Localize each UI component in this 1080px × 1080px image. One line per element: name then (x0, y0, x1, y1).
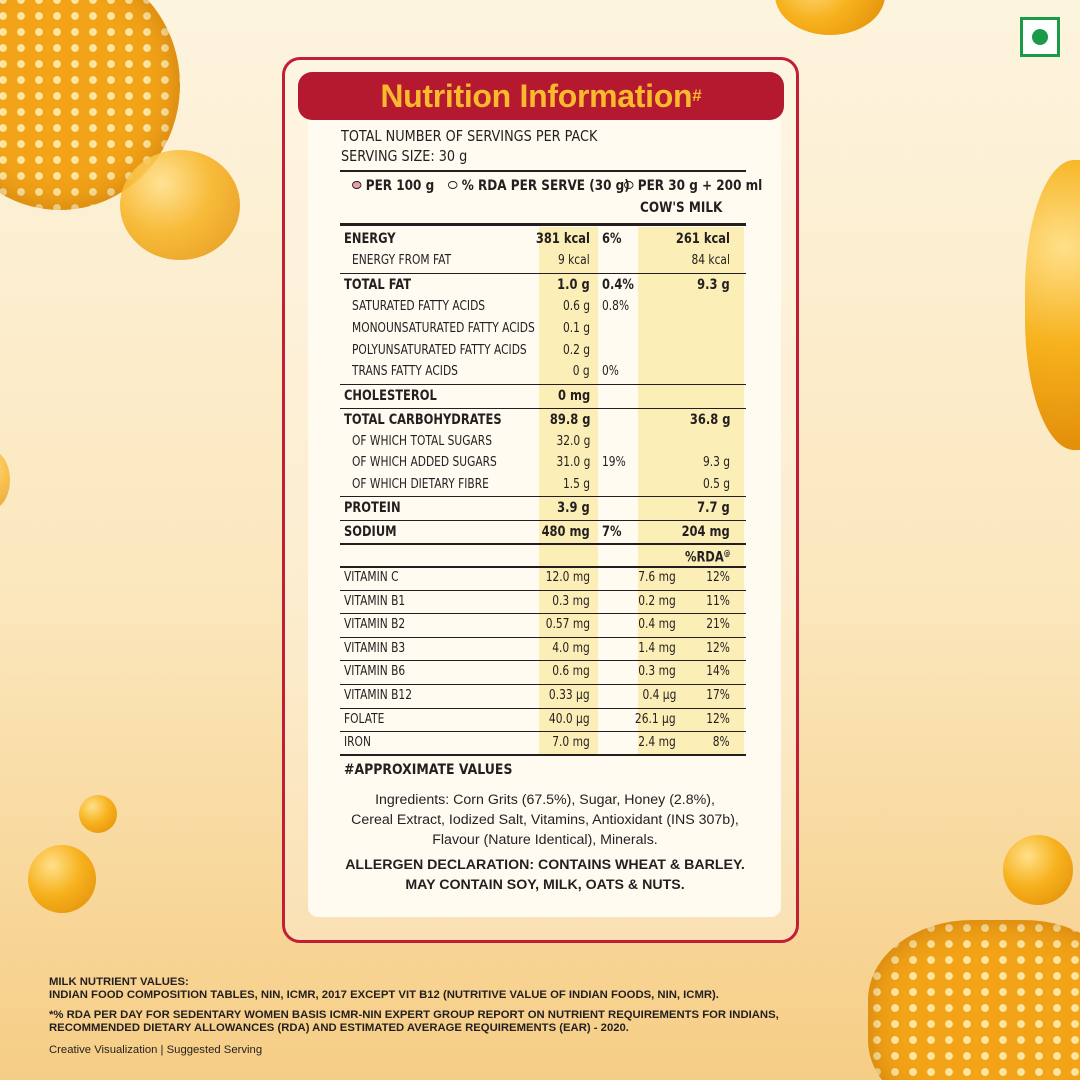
vitamin-row (340, 686, 746, 708)
per100-value: 9 kcal (558, 253, 590, 268)
per100-value: 7.0 mg (552, 735, 590, 751)
nutrient-row (340, 319, 746, 341)
honey-drop-small-image (79, 795, 117, 833)
vitamin-row (340, 733, 746, 755)
nutrient-label: POLYUNSATURATED FATTY ACIDS (352, 343, 527, 358)
milk-value: 9.3 g (697, 277, 730, 293)
per100-value: 0.1 g (562, 321, 590, 336)
row-separator (340, 660, 746, 661)
nutrient-label: SATURATED FATTY ACIDS (352, 299, 486, 314)
per100-value: 0.2 g (562, 343, 590, 358)
per100-value: 0.6 g (562, 299, 590, 314)
nutrient-row (340, 386, 746, 408)
nutrient-label: OF WHICH TOTAL SUGARS (352, 434, 492, 449)
legend-rda: % RDA PER SERVE (30 g) (448, 178, 630, 194)
nutrient-row (340, 362, 746, 384)
row-separator (340, 684, 746, 685)
row-separator (340, 590, 746, 591)
nutrient-label: MONOUNSATURATED FATTY ACIDS (352, 321, 535, 336)
nutrient-label: ENERGY (344, 231, 396, 247)
per100-value: 0 g (573, 364, 590, 379)
nutrient-label: TOTAL FAT (344, 277, 412, 293)
milk-value: 7.7 g (697, 500, 730, 516)
vitamin-label: VITAMIN B1 (344, 593, 406, 609)
per100-value: 32.0 g (556, 434, 590, 449)
per100-value: 89.8 g (549, 412, 590, 428)
circle-dot-icon (448, 181, 457, 189)
per100-value: 12.0 mg (545, 570, 590, 585)
veg-mark-icon (1020, 17, 1060, 57)
vitamin-row (340, 568, 746, 590)
rda-value: 19% (602, 455, 626, 470)
rda-header: %RDA@ (684, 549, 730, 566)
pink-dot-icon (352, 181, 361, 189)
milk-rda-value: 21% (706, 617, 730, 633)
row-separator (340, 496, 746, 497)
honey-drop-top-center-image (775, 0, 885, 35)
per100-value: 0 mg (557, 388, 590, 404)
milk-value: 0.4 µg (642, 688, 676, 703)
milk-value: 204 mg (681, 524, 730, 540)
rda-value: 6% (602, 231, 622, 247)
page-title: Nutrition Information (380, 77, 693, 114)
circle-dot-icon (624, 181, 633, 189)
rda-footnote-line1: *% RDA PER DAY FOR SEDENTARY WOMEN BASIS ICMR-NIN EXPERT GROUP REPORT ON NUTRIENT REQUIREMENTS FOR INDIANS, (49, 1009, 779, 1021)
servings-per-pack: TOTAL NUMBER OF SERVINGS PER PACK (341, 127, 598, 145)
per100-value: 0.3 mg (552, 593, 590, 609)
milk-values-title: MILK NUTRIENT VALUES: (49, 976, 189, 988)
vitamin-row (340, 639, 746, 661)
milk-values-source: INDIAN FOOD COMPOSITION TABLES, NIN, ICMR, 2017 EXCEPT VIT B12 (NUTRITIVE VALUE OF INDIAN FOODS, NIN, ICMR). (49, 989, 719, 1001)
milk-rda-value: 12% (706, 711, 730, 727)
vitamin-label: VITAMIN B3 (344, 640, 406, 656)
per100-value: 1.5 g (562, 477, 590, 492)
nutrient-row (340, 341, 746, 363)
per100-value: 480 mg (541, 524, 590, 540)
nutrient-label: CHOLESTEROL (344, 388, 437, 404)
visualization-note: Creative Visualization | Suggested Serving (49, 1044, 263, 1056)
honey-splash-right-image (1025, 160, 1080, 450)
vitamin-row (340, 615, 746, 637)
vitamin-row (340, 710, 746, 732)
milk-value: 26.1 µg (635, 711, 676, 727)
per100-value: 1.0 g (557, 277, 590, 293)
per100-value: 31.0 g (556, 455, 590, 470)
nutrient-row (340, 475, 746, 497)
rda-header-row (340, 544, 746, 566)
nutrient-row (340, 275, 746, 297)
row-separator (340, 273, 746, 274)
honey-drop-right-image (1003, 835, 1073, 905)
vitamin-label: VITAMIN B12 (344, 688, 412, 703)
milk-rda-value: 12% (706, 640, 730, 656)
row-separator (340, 731, 746, 732)
row-separator (340, 708, 746, 709)
ingredients: Ingredients: Corn Grits (67.5%), Sugar, Honey (2.8%), Cereal Extract, Iodized Salt, Vitamins, Antioxidant (INS 307b), Flavour (Nature Identical), Minerals. (351, 792, 739, 848)
per100-value: 0.57 mg (545, 617, 590, 633)
title-mark: # (692, 86, 702, 105)
vitamin-label: VITAMIN C (344, 570, 399, 585)
vitamin-row (340, 662, 746, 684)
legend-milk-line2: COW'S MILK (640, 200, 723, 216)
rda-value: 0.8% (602, 299, 630, 314)
milk-value: 0.5 g (702, 477, 730, 492)
serving-size: SERVING SIZE: 30 g (341, 147, 468, 165)
approx-note: #APPROXIMATE VALUES (344, 762, 513, 778)
per100-value: 0.6 mg (552, 664, 590, 680)
per100-value: 381 kcal (535, 231, 590, 247)
rda-value: 0% (602, 364, 619, 379)
rda-footnote-line2: RECOMMENDED DIETARY ALLOWANCES (RDA) AND ESTIMATED AVERAGE REQUIREMENTS (EAR) - 2020. (49, 1022, 629, 1034)
milk-value: 9.3 g (702, 455, 730, 470)
nutrient-row (340, 297, 746, 319)
milk-value: 0.4 mg (638, 617, 676, 633)
milk-value: 84 kcal (691, 253, 730, 268)
vitamin-label: VITAMIN B6 (344, 664, 406, 680)
milk-rda-value: 8% (713, 735, 730, 751)
nutrient-row (340, 251, 746, 273)
row-separator (340, 637, 746, 638)
row-separator (340, 613, 746, 614)
nutrient-label: OF WHICH ADDED SUGARS (352, 455, 497, 470)
nutrient-label: PROTEIN (344, 500, 401, 516)
vitamin-row (340, 592, 746, 614)
rda-value: 7% (602, 524, 622, 540)
legend-milk: PER 30 g + 200 ml (624, 178, 762, 194)
milk-rda-value: 11% (706, 593, 730, 609)
milk-value: 0.2 mg (638, 593, 676, 609)
vitamin-label: IRON (344, 735, 371, 751)
per100-value: 0.33 µg (549, 688, 590, 703)
milk-value: 7.6 mg (638, 570, 676, 585)
rda-value: 0.4% (602, 277, 634, 293)
milk-rda-value: 14% (706, 664, 730, 680)
nutrient-row (340, 498, 746, 520)
row-separator (340, 408, 746, 409)
nutrient-row (340, 453, 746, 475)
milk-value: 0.3 mg (638, 664, 676, 680)
allergen-declaration: ALLERGEN DECLARATION: CONTAINS WHEAT & BARLEY. MAY CONTAIN SOY, MILK, OATS & NUTS. (345, 857, 745, 893)
per100-value: 40.0 µg (549, 711, 590, 727)
nutrient-label: TRANS FATTY ACIDS (352, 364, 458, 379)
nutrient-row (340, 229, 746, 251)
milk-value: 261 kcal (675, 231, 730, 247)
legend-per100: PER 100 g (352, 178, 434, 194)
row-separator (340, 520, 746, 521)
nutrient-label: SODIUM (344, 524, 397, 540)
vitamin-label: VITAMIN B2 (344, 617, 406, 633)
honey-drip-left-image (0, 450, 10, 510)
nutrient-label: OF WHICH DIETARY FIBRE (352, 477, 489, 492)
nutrient-row (340, 522, 746, 544)
milk-value: 2.4 mg (638, 735, 676, 751)
milk-rda-value: 17% (706, 688, 730, 703)
vitamin-label: FOLATE (344, 711, 385, 727)
nutrient-label: ENERGY FROM FAT (352, 253, 452, 268)
nutrient-row (340, 410, 746, 432)
row-separator (340, 384, 746, 385)
title-banner (298, 72, 784, 120)
milk-rda-value: 12% (706, 570, 730, 585)
table-bottom-line (340, 754, 746, 756)
milk-value: 1.4 mg (638, 640, 676, 656)
honey-drop-large-image (28, 845, 96, 913)
divider (340, 170, 746, 172)
milk-value: 36.8 g (689, 412, 730, 428)
per100-value: 3.9 g (557, 500, 590, 516)
honey-drip-top-left-image (120, 150, 240, 260)
honeycomb-bottom-right-image (868, 920, 1080, 1080)
nutrient-label: TOTAL CARBOHYDRATES (344, 412, 502, 428)
nutrient-row (340, 432, 746, 454)
per100-value: 4.0 mg (552, 640, 590, 656)
divider-thick (340, 223, 746, 226)
